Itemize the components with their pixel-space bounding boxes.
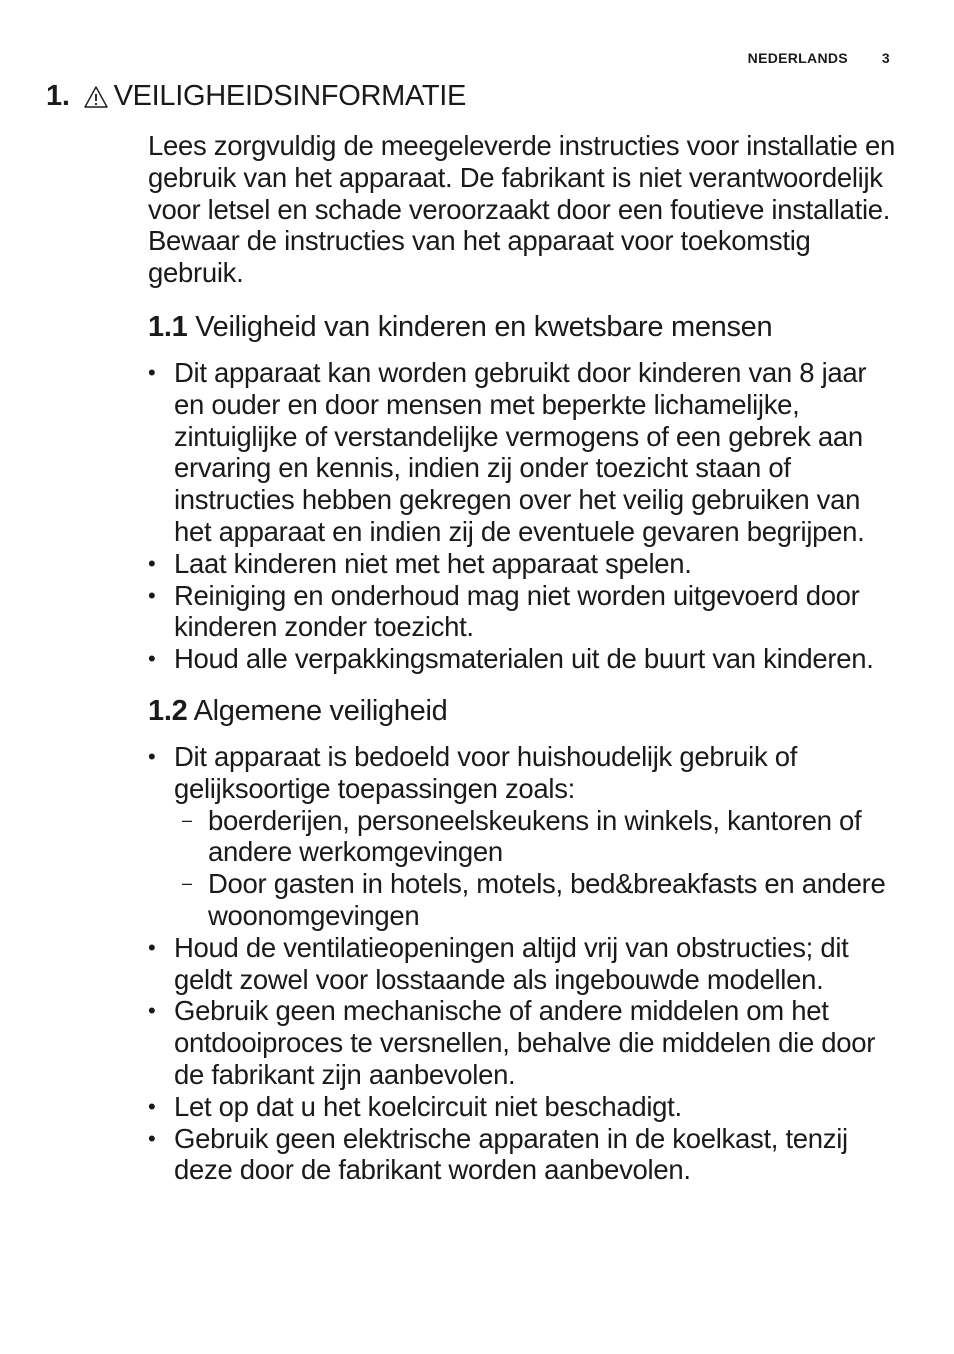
subsection-title: Algemene veiligheid — [193, 694, 448, 727]
list-item-text: Dit apparaat is bedoeld voor huishoudelijk gebruik of gelijksoortige toepassingen zoals: — [174, 740, 798, 804]
list-item: • Gebruik geen elektrische apparaten in de koelkast, tenzij deze door de fabrikant worden aanbevolen. — [148, 1123, 898, 1187]
subsection-number: 1.1 — [148, 310, 188, 343]
warning-triangle-icon — [84, 85, 108, 109]
list-item: • Let op dat u het koelcircuit niet beschadigt. — [148, 1091, 898, 1123]
general-safety-list — [148, 741, 898, 1186]
list-item: • Dit apparaat kan worden gebruikt door kinderen van 8 jaar en ouder en door mensen met beperkte lichamelijke, zintuiglijke of verstandelijke vermogens of een gebrek aan ervaring en kennis, indien zij onder toezicht staan of instructies hebben gekregen over het veilig gebruiken van het apparaat en indien zij de eventuele gevaren begrijpen. — [148, 357, 898, 548]
list-item: • Houd de ventilatieopeningen altijd vrij van obstructies; dit geldt zowel voor losstaande als ingebouwde modellen. — [148, 932, 898, 996]
subsection-heading-1-1 — [148, 307, 898, 347]
child-safety-list — [148, 357, 898, 675]
subsection-title: Veiligheid van kinderen en kwetsbare mensen — [195, 310, 773, 343]
list-item: • Laat kinderen niet met het apparaat spelen. — [148, 548, 898, 580]
list-item — [148, 741, 898, 932]
sub-list-item: – Door gasten in hotels, motels, bed&breakfasts en andere woonomgevingen — [174, 868, 898, 932]
section-heading — [46, 82, 466, 111]
list-item: • Gebruik geen mechanische of andere middelen om het ontdooiproces te versnellen, behalve die middelen die door de fabrikant zijn aanbevolen. — [148, 995, 898, 1090]
language-label: NEDERLANDS — [747, 50, 848, 66]
page-header — [748, 50, 890, 66]
list-item: • Houd alle verpakkingsmaterialen uit de buurt van kinderen. — [148, 643, 898, 675]
section-title: VEILIGHEIDSINFORMATIE — [113, 80, 467, 112]
subsection-number: 1.2 — [148, 694, 188, 727]
section-number: 1. — [46, 80, 70, 112]
subsection-heading-1-2 — [148, 691, 898, 731]
sub-list — [174, 805, 898, 932]
intro-paragraph: Lees zorgvuldig de meegeleverde instructies voor installatie en gebruik van het apparaat. De fabrikant is niet verantwoordelijk voor letsel en schade veroorzaakt door een foutieve installatie. Bewaar de instructies van het apparaat voor toekomstig gebruik. — [148, 130, 895, 289]
sub-list-item: – boerderijen, personeelskeukens in winkels, kantoren of andere werkomgevingen — [174, 805, 898, 869]
list-item: • Reiniging en onderhoud mag niet worden uitgevoerd door kinderen zonder toezicht. — [148, 580, 898, 644]
main-content — [148, 130, 898, 1202]
page-number: 3 — [881, 50, 890, 66]
